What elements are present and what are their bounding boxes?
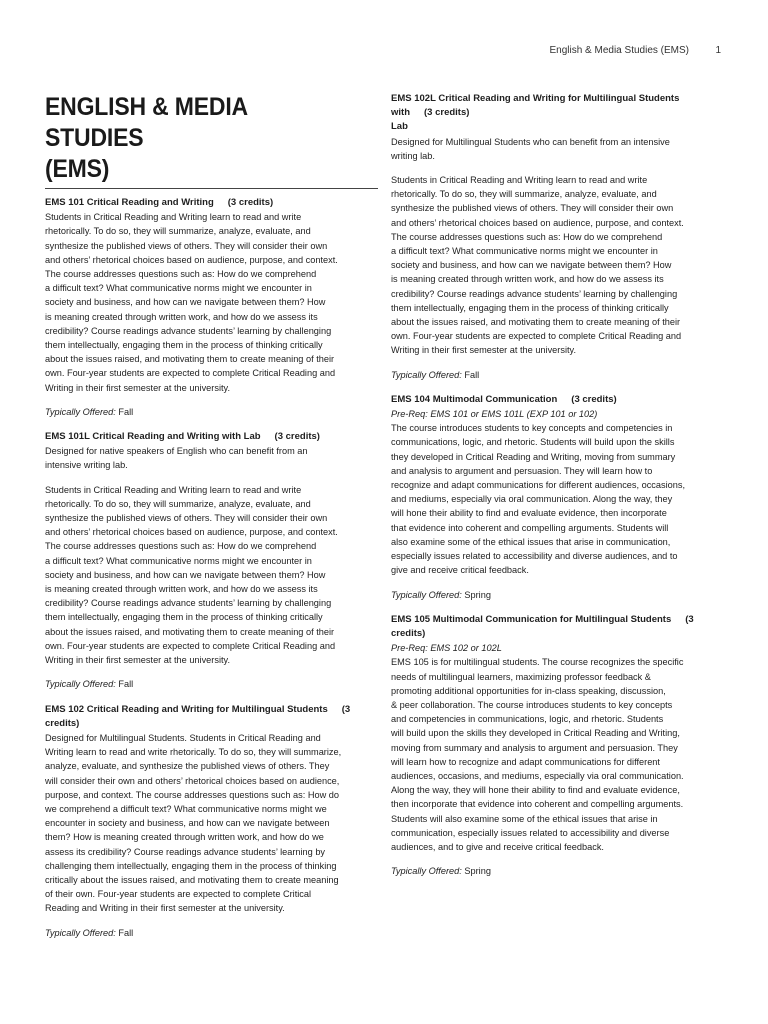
- description-line: credibility? Course readings advance students’ learning by challenging: [45, 325, 332, 336]
- description-line: Students in Critical Reading and Writing learn to read and write: [45, 212, 302, 223]
- right-course-list: [391, 92, 721, 878]
- description-line: a difficult text? What communicative norms might we encounter in: [45, 555, 312, 566]
- description-line: them intellectually, engaging them in the process of thinking critically: [45, 340, 323, 351]
- description-line: Writing in their first semester at the university.: [391, 345, 577, 356]
- course-entry: [391, 92, 721, 382]
- description-line: about the issues raised, and motivating them to create meaning of their: [45, 354, 335, 365]
- description-line: synthesize the published views of others. They will consider their own: [45, 240, 328, 251]
- description-line: is meaning created through written work, and how do we assess its: [45, 584, 318, 595]
- description-line: & peer collaboration. The course introduces students to key concepts: [391, 699, 673, 710]
- course-credits: (3 credits): [571, 393, 617, 405]
- description-line: writing lab.: [391, 150, 435, 161]
- description-line: and others’ rhetorical choices based on audience, purpose, and context.: [45, 254, 338, 265]
- description-line: Designed for native speakers of English who can benefit from an: [45, 446, 308, 457]
- description-line: a difficult text? What communicative norms might we encounter in: [45, 283, 312, 294]
- description-line: critically about the issues raised, and motivating them to create meaning: [45, 874, 339, 885]
- description-line: about the issues raised, and motivating them to create meaning of their: [45, 626, 335, 637]
- description-line: Writing learn to read and write rhetorically. To do so, they will summarize,: [45, 747, 342, 758]
- description-line: of their own. Four-year students are expected to complete Critical: [45, 889, 312, 900]
- description-line: communications, logic, and rhetoric. Students will build upon the skills: [391, 437, 675, 448]
- course-heading: [45, 196, 378, 210]
- description-line: will consider their own and others’ rhetorical choices based on audience,: [45, 775, 340, 786]
- typically-offered-term: Spring: [464, 866, 491, 877]
- description-line: Students in Critical Reading and Writing learn to read and write: [45, 484, 302, 495]
- typically-offered: [45, 926, 378, 940]
- typically-offered-term: Fall: [118, 406, 134, 417]
- description-line: credibility? Course readings advance students’ learning by challenging: [45, 598, 332, 609]
- typically-offered-label: Typically Offered:: [391, 369, 462, 380]
- description-line: own. Four-year students are expected to complete Critical Reading and: [45, 640, 336, 651]
- course-credits: (3: [341, 703, 351, 715]
- paragraph-gap: [391, 854, 721, 864]
- course-entry: [391, 613, 721, 879]
- course-gap: [45, 419, 378, 430]
- description-line: intensive writing lab.: [45, 460, 128, 471]
- description-line: them intellectually, engaging them in the process of thinking critically: [391, 302, 669, 313]
- typically-offered-term: Fall: [464, 369, 480, 380]
- course-title: credits): [45, 717, 80, 729]
- description-line: and competencies in communications, logic, and rhetoric. Students: [391, 714, 664, 725]
- description-line: will hone their ability to find and evaluate evidence, then incorporate: [391, 508, 667, 519]
- description-line: EMS 105 is for multilingual students. The course recognizes the specific: [391, 657, 684, 668]
- description-line: and others’ rhetorical choices based on audience, purpose, and context.: [391, 217, 684, 228]
- typically-offered: [391, 864, 721, 878]
- description-line: needs of multilingual learners, maximizing professor feedback &: [391, 671, 651, 682]
- course-prerequisite: Pre-Req: EMS 101 or EMS 101L (EXP 101 or 102): [391, 409, 598, 420]
- description-line: then incorporate that evidence into coherent and compelling arguments.: [391, 799, 684, 810]
- description-line: encounter in society and business, and how can we navigate between: [45, 818, 330, 829]
- description-line: analyze, evaluate, and synthesize the published views of others. They: [45, 761, 330, 772]
- description-line: own. Four-year students are expected to complete Critical Reading and: [45, 368, 336, 379]
- description-line: give and receive critical feedback.: [391, 565, 529, 576]
- typically-offered: [45, 677, 378, 691]
- course-entry: [45, 196, 378, 419]
- course-heading: [391, 92, 721, 120]
- description-line: Designed for Multilingual Students who can benefit from an intensive: [391, 136, 670, 147]
- course-title: credits): [391, 627, 426, 639]
- description-line: they developed in Critical Reading and Writing, moving from summary: [391, 451, 676, 462]
- course-gap: [391, 602, 721, 613]
- paragraph-gap: [391, 163, 721, 173]
- description-line: own. Four-year students are expected to complete Critical Reading and: [391, 331, 682, 342]
- course-heading: [391, 393, 721, 407]
- description-line: challenging them intellectually, engaging them in the process of thinking: [45, 860, 337, 871]
- typically-offered: [45, 405, 378, 419]
- course-credits: (3 credits): [227, 197, 274, 208]
- left-course-list: [45, 196, 378, 940]
- description-line: them intellectually, engaging them in the process of thinking critically: [45, 612, 323, 623]
- description-line: Writing in their first semester at the university.: [45, 382, 231, 393]
- left-column: [45, 92, 378, 940]
- course-title: Lab: [391, 121, 408, 133]
- description-line: we comprehend a difficult text? What communicative norms might we: [45, 803, 327, 814]
- course-credits: (3: [685, 613, 694, 625]
- course-gap: [45, 692, 378, 703]
- description-line: recognize and adapt communications for different audiences, occasions,: [391, 480, 686, 491]
- description-line: Students will also examine some of the ethical issues that arise in: [391, 813, 658, 824]
- typically-offered-label: Typically Offered:: [45, 406, 116, 417]
- description-line: assess its credibility? Course readings advance students’ learning by: [45, 846, 326, 857]
- paragraph-gap: [45, 916, 378, 926]
- description-line: audiences, occasions, and mediums, especially via oral communication.: [391, 770, 684, 781]
- typically-offered-term: Fall: [118, 927, 134, 938]
- description-line: is meaning created through written work, and how do we assess its: [45, 311, 318, 322]
- paragraph-gap: [391, 578, 721, 588]
- paragraph-gap: [45, 473, 378, 483]
- description-line: credibility? Course readings advance students’ learning by challenging: [391, 288, 678, 299]
- page-title-line-1: ENGLISH & MEDIA STUDIES: [45, 93, 248, 152]
- description-line: that evidence into coherent and compelling arguments. Students will: [391, 522, 669, 533]
- description-line: purpose, and context. The course addresses questions such as: How do: [45, 789, 340, 800]
- course-gap: [391, 382, 721, 393]
- description-line: especially issues related to accessibility and diverse audiences, and to: [391, 551, 678, 562]
- description-line: Reading and Writing in their first semester at the university.: [45, 903, 285, 914]
- title-divider: [45, 188, 378, 189]
- page-header: [0, 44, 768, 58]
- description-line: Designed for Multilingual Students. Students in Critical Reading and: [45, 732, 321, 743]
- description-line: The course addresses questions such as: How do we comprehend: [391, 231, 663, 242]
- description-line: Along the way, they will hone their ability to find and evaluate evidence,: [391, 785, 680, 796]
- description-line: society and business, and how can we navigate between them? How: [45, 569, 326, 580]
- description-line: about the issues raised, and motivating them to create meaning of their: [391, 317, 681, 328]
- typically-offered-term: Spring: [464, 589, 491, 600]
- description-line: will build upon the skills they developed in Critical Reading and Writing,: [391, 728, 680, 739]
- description-line: audiences, and to give and receive critical feedback.: [391, 841, 604, 852]
- description-line: Students in Critical Reading and Writing learn to read and write: [391, 175, 648, 186]
- course-title: EMS 105 Multimodal Communication for Multilingual Students: [391, 613, 672, 625]
- description-line: and others’ rhetorical choices based on audience, purpose, and context.: [45, 527, 338, 538]
- course-title: EMS 102 Critical Reading and Writing for Multilingual Students: [45, 703, 328, 715]
- description-line: synthesize the published views of others. They will consider their own: [391, 203, 674, 214]
- description-line: synthesize the published views of others. They will consider their own: [45, 513, 328, 524]
- description-line: also examine some of the ethical issues that arise in communication,: [391, 536, 671, 547]
- course-entry: [391, 393, 721, 602]
- typically-offered-label: Typically Offered:: [391, 866, 462, 877]
- page-title: [45, 92, 351, 185]
- description-line: The course addresses questions such as: How do we comprehend: [45, 269, 317, 280]
- description-line: communication, especially issues related to accessibility and diverse: [391, 827, 670, 838]
- course-title: EMS 104 Multimodal Communication: [391, 393, 558, 405]
- course-heading: [45, 430, 378, 444]
- typically-offered-term: Fall: [118, 679, 134, 690]
- typically-offered-label: Typically Offered:: [45, 927, 116, 938]
- course-prerequisite: Pre-Req: EMS 102 or 102L: [391, 643, 502, 654]
- course-title: EMS 101 Critical Reading and Writing: [45, 197, 214, 208]
- description-line: is meaning created through written work, and how do we assess its: [391, 274, 664, 285]
- course-title: EMS 102L Critical Reading and Writing for Multilingual Students with: [391, 93, 680, 119]
- description-line: promoting additional opportunities for in-class speaking, discussion,: [391, 685, 666, 696]
- course-heading: [391, 627, 721, 641]
- description-line: The course addresses questions such as: How do we comprehend: [45, 541, 317, 552]
- typically-offered: [391, 368, 721, 382]
- description-line: rhetorically. To do so, they will summarize, analyze, evaluate, and: [391, 189, 657, 200]
- description-line: society and business, and how can we navigate between them? How: [391, 260, 672, 271]
- course-heading: [45, 717, 378, 731]
- running-title: English & Media Studies (EMS): [549, 45, 689, 56]
- description-line: will learn how to recognize and adapt communications for different: [391, 756, 660, 767]
- description-line: rhetorically. To do so, they will summarize, analyze, evaluate, and: [45, 498, 311, 509]
- description-line: and analysis to argument and persuasion. They will learn how to: [391, 465, 653, 476]
- paragraph-gap: [45, 667, 378, 677]
- typically-offered-label: Typically Offered:: [391, 589, 462, 600]
- course-heading: [45, 703, 378, 717]
- course-entry: [45, 430, 378, 691]
- course-title: EMS 101L Critical Reading and Writing with Lab: [45, 431, 261, 443]
- description-line: Writing in their first semester at the university.: [45, 655, 231, 666]
- right-column: [391, 92, 721, 878]
- course-credits: (3 credits): [274, 431, 320, 443]
- description-line: a difficult text? What communicative norms might we encounter in: [391, 246, 658, 257]
- typically-offered: [391, 588, 721, 602]
- paragraph-gap: [45, 395, 378, 405]
- description-line: The course introduces students to key concepts and competencies in: [391, 423, 673, 434]
- page-number: 1: [715, 45, 721, 56]
- course-entry: [45, 703, 378, 940]
- paragraph-gap: [391, 358, 721, 368]
- description-line: them? How is meaning created through written work, and how do we: [45, 832, 324, 843]
- description-line: moving from summary and analysis to argument and persuasion. They: [391, 742, 678, 753]
- page-title-line-2: (EMS): [45, 155, 110, 183]
- description-line: and mediums, especially via oral communication. Along the way, they: [391, 494, 673, 505]
- typically-offered-label: Typically Offered:: [45, 679, 116, 690]
- description-line: rhetorically. To do so, they will summarize, analyze, evaluate, and: [45, 226, 311, 237]
- course-credits: (3 credits): [424, 107, 470, 119]
- description-line: society and business, and how can we navigate between them? How: [45, 297, 326, 308]
- course-heading: [391, 120, 721, 134]
- course-heading: [391, 613, 721, 627]
